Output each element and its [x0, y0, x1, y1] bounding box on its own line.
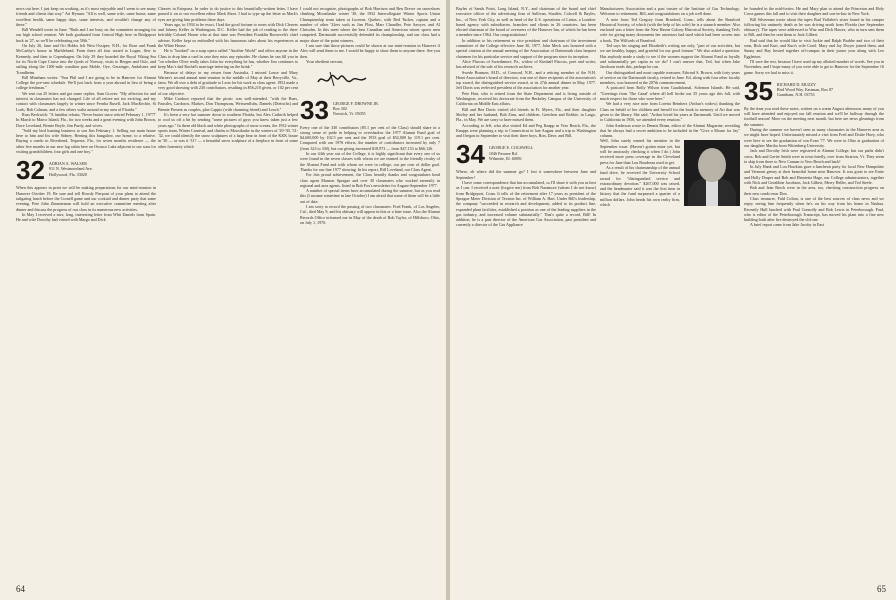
paragraph: A postcard from Rolly Wilson from Guadalcanal, Solomon Islands. He said, "Greetings from 'The Canal' where all hell broke out 35 years ago this fall, with much respect for those who were here."	[600, 85, 740, 102]
paragraph: Because of delays in my return from Australia, I missed Louse and Mary Warner's second annual mini-reunion in the middle of May at their Berryville, Va., farm. We all owe a debt of gratitude to Leon for his work as class agent: 1952 made a very good showing with 230 contributors, resulting in $56,210 given, or 102 per cent of our objective.	[158, 69, 298, 96]
paragraph: When this appears in print we will be making preparations for our mini-reunion in Hanover October 19. Be sure and tell Howdy Pierpont of your plans to attend the tailgating lunch before the Cornell game and our cocktail and dinner party that same evening. Pete John Zimmerman will hold an executive committee meeting after dinner and discuss the progress of our class in its numerous new activities.	[16, 185, 156, 212]
paragraph: I'll save the rest, because I have used up my allotted number of words. See you in November, and I hope many of you were able to get to Hanover for the September 16 game. Sorry we had to miss it.	[744, 58, 884, 75]
paragraph: Bayles of Sands Point, Long Island, N.Y., and chairman of the board and chief executive officer of the advertising firm of Sullivan, Stauffer, Colwell & Bayles, Inc., of New York City, as well as head of the U.S. operations of Lintas, a London-based agency with subsidiaries, branches and clients in 26 countries, has been elected chairman of the board of overseers of the Hanover Inn, of which he has been a member since 1964. Our congratulations!	[456, 6, 596, 38]
secretary-name: ADRIAN A. WALSER	[48, 161, 87, 167]
paragraph: news out here. I just keep on working, as it's most enjoyable and I seem to see many friends and clients that way." Art Hyman: "All is well, same wife, same house, same excellent health, same happy days, same interests, and wouldn't change any of these."	[16, 6, 156, 27]
paragraph: Bud said that he would like to visit Jackie and Ralph Brabbe and two of their sons, Rick and Kurt, and Kurt's wife Carol. Mary and Joy Dwyer joined them, and Sunny and Ray hosted together off-campus in their junior year along with Leo Eggleston.	[744, 37, 884, 59]
paragraph: It's been a very hot summer down in southern Florida, but Alex Cutbirth helped to cool us off a bit by sending "some pictures of guys you knew taken just a few years ago." In them old black and white photographs of snow scenes, the 1932 winter sports team, Winter Carnival, and climbs to Moosilauke in the winters of '29-'30, '31-'32, we could identify the snow sculptures of a large bear in front of the KKK house in '30 — or was it '31? — a beautiful snow sculpture of a fireplace in front of some other fraternity which	[158, 111, 298, 149]
paragraph: On July 26, Jane and Ort Hobbs left West Ossipee, N.H., for Rose and Frank McCarthy's house in Marblehead. From there all four taxied to Logan, flew to Kennedy, and then to Copenhagen. On July 29 they boarded the Royal Viking Sea for its North Cape Cruise into the fjords of Norway, visits to Bergen and Oslo, and sailing along the 1100-mile coastline past Molde, Oye, Gerainger, Andalsnes and Trondheim.	[16, 43, 156, 75]
left-column-1	[16, 6, 156, 581]
paragraph: John Anderson wrote to Dennis Dinan, editor of the Alumni Magazine, revealing that he always had a secret ambition to be included in the "Give a Mouse for Jay" column.	[600, 122, 740, 139]
class-heading	[744, 75, 884, 106]
paragraph: Mike Cardozo reported that the picnic was well-attended, "with the Rues, Faustles, Cardozos, Markes, Don Thompsons, Weissenfluhs, Daniels (Dietrichs) and Bennie Present as couples, plus Cappio (with charming friend) and Leach."	[158, 96, 298, 112]
address-line: Hollywood, Fla. 33020	[48, 171, 87, 177]
right-column-1	[456, 6, 596, 581]
secretary-name: GEORGE E. COGSWELL	[488, 145, 534, 151]
class-secretary-address	[333, 98, 379, 116]
left-page	[0, 0, 446, 600]
paragraph: In addition to his retirement as vice president and chairman of the investment committee of the College effective June 30, 1977, John Meck was honored with a special citation at the annual meeting of the Association of Dartmouth class bequest chairmen for his particular service and support of the program since its inception.	[456, 37, 596, 59]
class-heading	[300, 94, 440, 125]
paragraph: We sent out 25 letters and got some replies. Sam Groves: "My affection for and interest in classmates has not changed. Life of all retiree not too exciting, and my contact with classmates largely in winter since Fernha Rusell, Jack MacKechie, Si Loeb, Bob Colman, and a few others waltz around in my area of Florida."	[16, 90, 156, 112]
class-secretary-address	[49, 158, 93, 176]
address-line: Grantham, N.H. 03753	[776, 92, 815, 98]
paragraph: Class treasurer, Fuld Colton, is one of the best sources of class news and we enjoy seeing him frequently when he's on his way from his home in Nashua. Recently Hull lunched with Paul Connolly and Bob Lewis in Peterborough. Paul, who is editor of the Peterborough Transcript, has moved his plant into a fine new building built after fire destroyed the old one.	[744, 195, 884, 223]
paragraph: A brief report came from Jake Jacoby in East	[750, 222, 824, 228]
paragraph: Pete Hart, who is retired from the State Department and is living outside of Washington, received his doctorate from the Berkeley Campus of the University of California on Middle East affairs.	[456, 90, 596, 107]
paragraph: Our distinguished and most capable treasurer, Edward S. Brown, with forty years of service on the Dartmouth faculty, retired in June. Ed, along with four other faculty members, was honored at the 207th commencement.	[600, 69, 740, 86]
paragraph: Where, oh where did the summer go? I lost it somewhere between June and September!	[456, 169, 596, 180]
paragraph: As a result of his chairmanship of the annual fund drive, he received the University School award for "distinguished service and extraordinary devotion." $267,000 was raised, and the headmaster said it was the first time in history that the fund surpassed a quarter of a million dollars. John heads his own realty firm, which	[600, 164, 680, 207]
address-line: Box 302	[332, 105, 347, 111]
address-line: 1046 Pawnee Rd.	[488, 150, 518, 156]
paragraph: Every one of the 330 contributors (85.1 per cent of the Class) should share in a strong sense of pride in helping to overshadow the 1977 Alumni Fund goal of $4,600,000 by 102.5 per cent and the 1933 goal of $52,000 by 119.1 per cent. Compared with our 1976 efforts, the number of contributors increased by only 7 (from 323 to 330), but our giving increased $18,973 — from $47,153 to $66,126.	[300, 124, 440, 151]
column-text	[300, 6, 440, 64]
paragraph: Bob and Jean Brock were in the area, too, checking construction progress on their new condo near Don.	[744, 185, 884, 196]
address-line: 911 N. Westmoreland Ave.	[48, 166, 93, 172]
right-column-3	[744, 6, 884, 581]
column-text	[456, 169, 596, 227]
class-heading	[456, 139, 596, 170]
paragraph: Your obedient servant,	[306, 58, 343, 64]
column-text	[600, 6, 740, 138]
paragraph: "Sold my bird hunting business to son Jim February 1. Selling our main house here to him and his wife Sidney. Renting this bungalow, our home, to a relative. Buying a condo in Riverbend, Tequesta, Fla., for seven months residence — the other five months in our new log cabin here on Owasco Lake adjacent to our sons for visiting grandchildren, four girls and one boy."	[16, 127, 156, 155]
class-secretary-address	[777, 79, 833, 97]
class-number: 32	[16, 155, 45, 186]
paragraph: In July Hank and Lou Hawkins gave a luncheon party for local New Hampshire and Vermont gentry at their beautiful home near Hanover. It was great to see Ernie and Holly Draper and Bob and Henrietta Hage, our College administrators, together with Nick and Geraldine Jacobson, Jack Gilbert, Merry Heller, and Ted Steele.	[744, 164, 884, 186]
paragraph: A number of special items have accumulated during the summer, but as you read this (I assume sometime in late October) I am afraid that some of them will be a little out of date.	[300, 188, 440, 204]
paragraph: I could not recognize, photographs of Bob Harrison and Ben Drewe on snowshoes climbing Moosilauke winter '30, the 1932 Intercollegiate Winter Sports Union Championship team taken at Lucerne, Quebec, with Red Tucker, captain and a number of other '32ers such as Jim Flint, Marr Chandler, Pete Sawyer, and Al Chrisolm. In this meet where the best Canadian and American winter sports men competed, Dartmouth successfully defended its championship, and our class had a major share of the point winners.	[300, 6, 440, 43]
paragraph: Bill and Bea Davis visited old friends in Ft. Myers, Fla., and their daughter Shirley and her husband, Bob Zinn, and children, Gretchen and Robbie, in Largo, Fla., in May. We are sorry to have missed them.	[456, 106, 596, 123]
paragraph: Bill Mineham writes: "Son Phil and I are going to be in Hanover for Alumni College the pre-sent schedule. We'll just back from a year abroad in lieu of being a college freshman."	[16, 74, 156, 91]
secretary-name: GEORGE F. DROWNE JR.	[332, 100, 379, 106]
paragraph: He is "booked" on a soap opera called "Another World" and offers anyone in the Class to drop him a card in case they miss any episodes. He claims he can fill you in "on whether Olive really takes John for everything he has, whether Jim continues to keep Mac's dad Rachel's marriage teetering on the brink."	[158, 48, 298, 70]
paragraph: In our 44th year out of the College, it is highly significant that every one of us were found in the seven classes with whom we are teamed in the friendly rivalry of the Alumni Fund and with whom we were in college, our per cent of dollar goal. Thanks for our fine 1977 showing. In his report, Bill Loveland, our Class Agent.	[300, 151, 440, 172]
secretary-name: RICHARD D. MUZZY	[776, 81, 816, 87]
paragraph: Bill Silverman wrote about the tapes Bud Yaffalee's sister found in his camper following his untimely death as he was driving north from Florida (see September obituary). The tapes were addressed to Wuz and Dick Hawes, who in turn sent them to Bill, and then he sent them to Jack Gilbert.	[744, 16, 884, 38]
address-line: Norwich, Vt. 05055	[332, 110, 366, 116]
paragraph: Cleaves in Estepona. In order to do justice to this beautifully-written letter, I have passed it on to our excellent editor Mark Short. I had to type up the letter as Mark's eyes are giving him problems these days.	[158, 6, 298, 22]
class-secretary-address	[489, 142, 533, 160]
paragraph: Ted says his singing and Elizabeth's writing are only, "part of our activities, but we are healthy, happy, and grateful for our good fortune." We also asked a question: Has anybody made a study to see if the women support the Alumni Fund as loyally and substantially per capita as we do? I can't answer that, Ted, but when Jake Jacobson reads this, perhaps he can.	[600, 43, 740, 70]
column-text	[744, 6, 884, 75]
address-line: Bird Wood Way, Eastman, Box 87	[776, 86, 834, 92]
paragraph: During the summer we haven't seen as many classmates in the Hanover area as we might have hoped. Unfortunately missed a visit from Fred and Dottie Hoey, who were here to see the graduation of son Evan '77. We were in Ohio at graduation of our daughter Martha from Wittenberg University.	[744, 127, 884, 148]
column-text	[744, 106, 884, 228]
column-text	[300, 125, 440, 226]
paragraph: For this proud achievement, the Class heartily thanks and congratulates head class agent Manson Sprague and over 30 classmates who worked earnestly in regional and area agents, listed in Bob Fox's newsletter for August-September 1977.	[300, 172, 440, 188]
paragraph: Jack and Dorothy Irish were registered at Alumni College, but our paths didn't cross. Bob and Gertie Smith were in town briefly, over from Stratton, Vt. They seem to skip from there to New Canaan to Vero Beach and back!	[744, 148, 884, 164]
paragraph: I am sorry to record the passing of two classmates: Fred Frank, of Los Angeles, Cal., died May 9, and his obituary will appear in this or a later issue. Also the Alumni Records Office informed me in May of the death of Bob Taylor, of Hillsboro, Ohio, on July 1, 1976.	[300, 204, 440, 225]
right-page	[450, 0, 896, 600]
right-column-2	[600, 6, 740, 581]
paragraph: Well, John surely earned his mention in the September issue. (Haven't gotten mine yet, but will be anxiously checking it when I do.) John received more press coverage in the Cleveland press for Jane than Lou Boudreau used to get.	[600, 138, 680, 165]
paragraph: Manufacturers Association and a past trustee of the Institute of Gas Technology. Welcome to retirement, Bill, and congratulations on a job well done.	[600, 6, 740, 17]
class-number: 33	[300, 94, 329, 125]
portrait-photo	[684, 140, 740, 206]
paragraph: he founded in the mid-forties. He and Mary plan to attend the Princeton and Holy Cross games this fall and to visit their daughter and son-in-law in New York.	[744, 6, 884, 17]
column-text	[16, 6, 156, 154]
paragraph: By the time you read these notes, written on a warm August afternoon, many of you will have attended and enjoyed our fall reunion and we'll be halfway through the football season! More on the meeting next month, but here are news gleanings from the summer.	[744, 105, 884, 127]
class-number: 35	[744, 75, 773, 106]
page-number-right: 65	[877, 584, 886, 594]
paragraph: In May I received a nice, long, interesting letter from Whit Daniels from Spain. He and wife Dorothy had visited with Margo and Dick	[16, 211, 156, 223]
paragraph: Swede Branson, M.D., of Concord, N.H., and a retiring member of the N.H. Heart Association's board of directors, was one of three recipients of the association's top award, the distinguished service award, at its 27th annual dinner in May, 1977. Jeff Davis was reelected president of the association for another year.	[456, 69, 596, 91]
paragraph: Bill Wendell wrote in June: "Ruth and I are busy on the committee arranging for our high school reunion. We both graduated from Central High here in Bridgeport back in '27, so we'll be celebrating our 50th."	[16, 27, 156, 43]
class-heading	[16, 155, 156, 186]
paragraph: Years ago, in 1934 to be exact, I had the good fortune to room with Dick Cleaves and Johnny Keller in Washington, D.C. Keller had the job of reading to the then-befriddy Colonel House who at that time was President Franklin Roosevelt's chief adviser. Keller kept us enthralled with his humorous tales about his experiences at the White House.	[158, 21, 298, 49]
address-line: Wilmette, Ill. 60091	[488, 155, 522, 161]
paragraph: According to Jeff, who also visited Ed and Peg Knapp in Vero Beach, Fla., the Knapps were planning a trip to Connecticut in late August and a trip to Washington and Oregon in September to visit their three boys, Ron, Dave, and Bill.	[456, 122, 596, 139]
left-column-3	[300, 6, 440, 581]
left-column-2	[158, 6, 298, 581]
column-text	[16, 185, 156, 222]
column-text	[456, 6, 596, 138]
paragraph: Russ Beckwith: "A familiar refrain, 'Never busier since retired February 1, 1977!' In March to Marco Island, Fla., for two weeks and a great evening with John Brown, Dave Loveland, Bernie Boyle, Jim Purdy, and wives.	[16, 111, 156, 128]
paragraph: Alice Flaccus of Swarthmore, Pa., widow of Kimball Flaccus, poet and writer, has advised of the sale of his research archives.	[456, 58, 596, 70]
paragraph: I am sure that those pictures could be shown at our mini-reunion in Hanover if Alex will send them to me. I would be happy to show them to anyone there. See you then.	[300, 43, 440, 59]
photo-face	[698, 148, 726, 182]
photo-shirt	[706, 180, 718, 206]
handwritten-signature	[300, 68, 390, 90]
column-text	[158, 6, 298, 149]
paragraph: A note from Ted Gregory from Branford, Conn., tells about the Branford Historical Society, of which (with the help of his wife) he is a staunch member. Also enclosed was a letter from the New Haven Colony Historical Society, thanking Ted's wife for giving many documents her ancestors had used which had been woven into a book, The Wilfords of Branford.	[600, 16, 740, 43]
page-number-left: 64	[16, 584, 25, 594]
paragraph: I have some correspondence that has accumulated, so I'll share it with you as best as I can. I received a note (forgive me) from Bob Naramore (whom I do not know) from Bridgeport, Conn. It tells of the retirement after 17 years as president of the Sprague Meter Division of Textron Inc. of William A. Hart. Under Bill's leadership, the company "succeeded in research and development, added to its product line, expanded plant facilities, established a position as one of the leading suppliers in the gas industry, and increased volume substantially." That's quite a record, Bill! In addition, he is a past director of the American Gas Association, past president and currently a director of the Gas Appliance	[456, 180, 596, 228]
paragraph: We had a very nice note from Loretta Reinherz (Arthur's widow) thanking the Class on behalf of her children and herself for the book in memory of Art that was given to the library. She said, "Arthur loved his years at Dartmouth. Until we moved to California in 1956, we attended every reunion."	[600, 101, 740, 123]
class-number: 34	[456, 139, 485, 170]
